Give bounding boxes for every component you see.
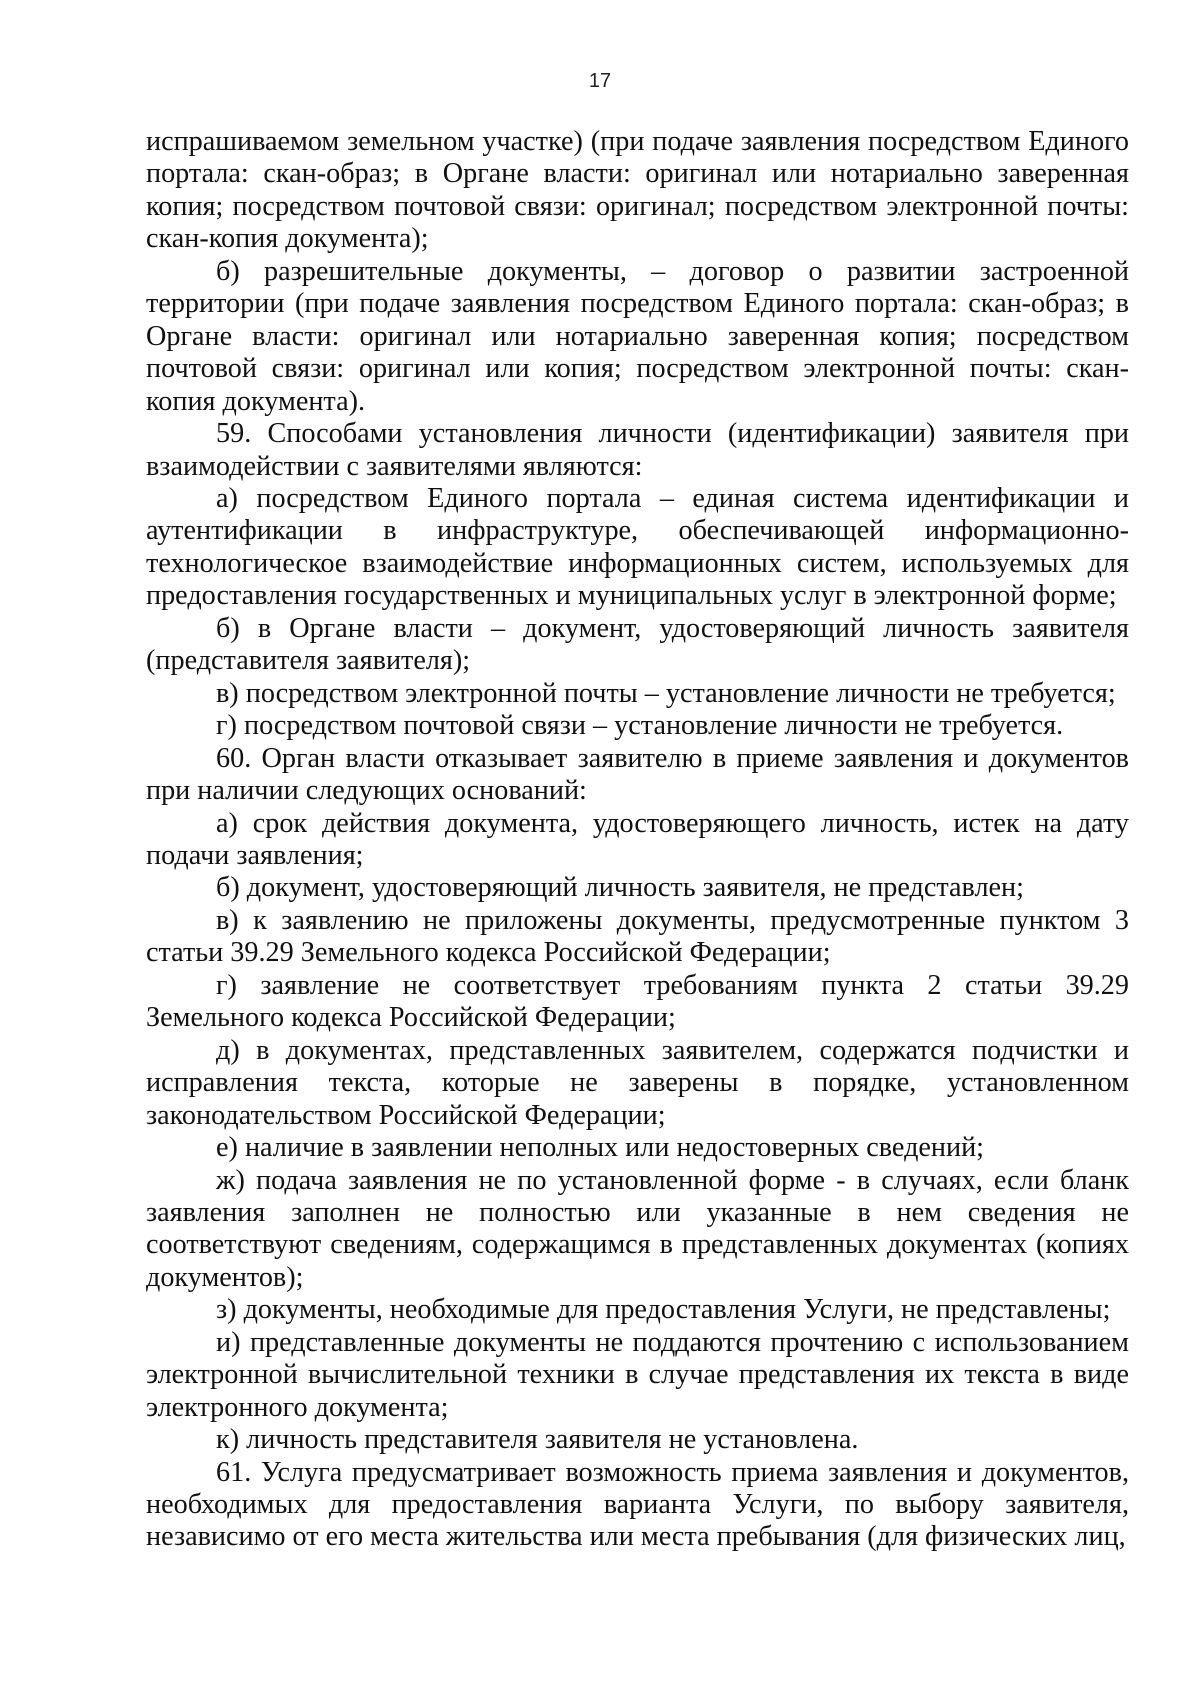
- page-number: 17: [588, 70, 612, 92]
- paragraph-60-k: к) личность представителя заявителя не установлена.: [216, 1424, 859, 1456]
- paragraph-60-e: е) наличие в заявлении неполных или недостоверных сведений;: [216, 1132, 985, 1164]
- paragraph-59-g: г) посредством почтовой связи – установление личности не требуется.: [216, 710, 1064, 742]
- paragraph-b-permits: б) разрешительные документы, – договор о развитии застроенной территории (при подаче заявления посредством Единого портала: скан-образ; в Органе власти: оригинал или нотариально заверенная копия; посредством почтовой связи: оригинал или копия; посредством электронной почты: скан-копия документа).: [146, 255, 1129, 417]
- paragraph-60-a: а) срок действия документа, удостоверяющего личность, истек на дату подачи заявления;: [146, 807, 1129, 871]
- paragraph-61: 61. Услуга предусматривает возможность приема заявления и документов, необходимых для предоставления варианта Услуги, по выбору заявителя, независимо от его места жительства или места пребывания (для физических лиц,: [146, 1456, 1129, 1553]
- paragraph-59-b: б) в Органе власти – документ, удостоверяющий личность заявителя (представителя заявителя);: [146, 612, 1129, 677]
- paragraph-continuation: испрашиваемом земельном участке) (при подаче заявления посредством Единого портала: скан-образ; в Органе власти: оригинал или нотариально заверенная копия; посредством почтовой связи: оригинал; посредством электронной почты: скан-копия документа);: [146, 126, 1129, 255]
- paragraph-60-i: и) представленные документы не поддаются прочтению с использованием электронной вычислительной техники в случае представления их текста в виде электронного документа;: [146, 1326, 1129, 1423]
- paragraph-60-zh: ж) подача заявления не по установленной форме - в случаях, если бланк заявления заполнен не полностью или указанные в нем сведения не соответствуют сведениям, содержащимся в представленных документах (копиях документов);: [146, 1164, 1129, 1293]
- paragraph-60-d: д) в документах, представленных заявителем, содержатся подчистки и исправления текста, которые не заверены в порядке, установленном законодательством Российской Федерации;: [146, 1034, 1129, 1131]
- paragraph-59: 59. Способами установления личности (идентификации) заявителя при взаимодействии с заявителями являются:: [146, 418, 1129, 482]
- paragraph-59-v: в) посредством электронной почты – установление личности не требуется;: [216, 677, 1116, 709]
- paragraph-60-z: з) документы, необходимые для предоставления Услуги, не представлены;: [216, 1294, 1111, 1326]
- paragraph-60: 60. Орган власти отказывает заявителю в приеме заявления и документов при наличии следующих оснований:: [146, 742, 1129, 807]
- paragraph-60-v: в) к заявлению не приложены документы, предусмотренные пунктом 3 статьи 39.29 Земельного кодекса Российской Федерации;: [146, 904, 1129, 969]
- document-body: [146, 126, 1129, 1554]
- paragraph-60-b: б) документ, удостоверяющий личность заявителя, не представлен;: [216, 872, 1024, 904]
- paragraph-59-a: а) посредством Единого портала – единая система идентификации и аутентификации в инфраструктуре, обеспечивающей информационно-технологическое взаимодействие информационных систем, используемых для предоставления государственных и муниципальных услуг в электронной форме;: [146, 482, 1129, 612]
- paragraph-60-g: г) заявление не соответствует требованиям пункта 2 статьи 39.29 Земельного кодекса Российской Федерации;: [146, 969, 1129, 1034]
